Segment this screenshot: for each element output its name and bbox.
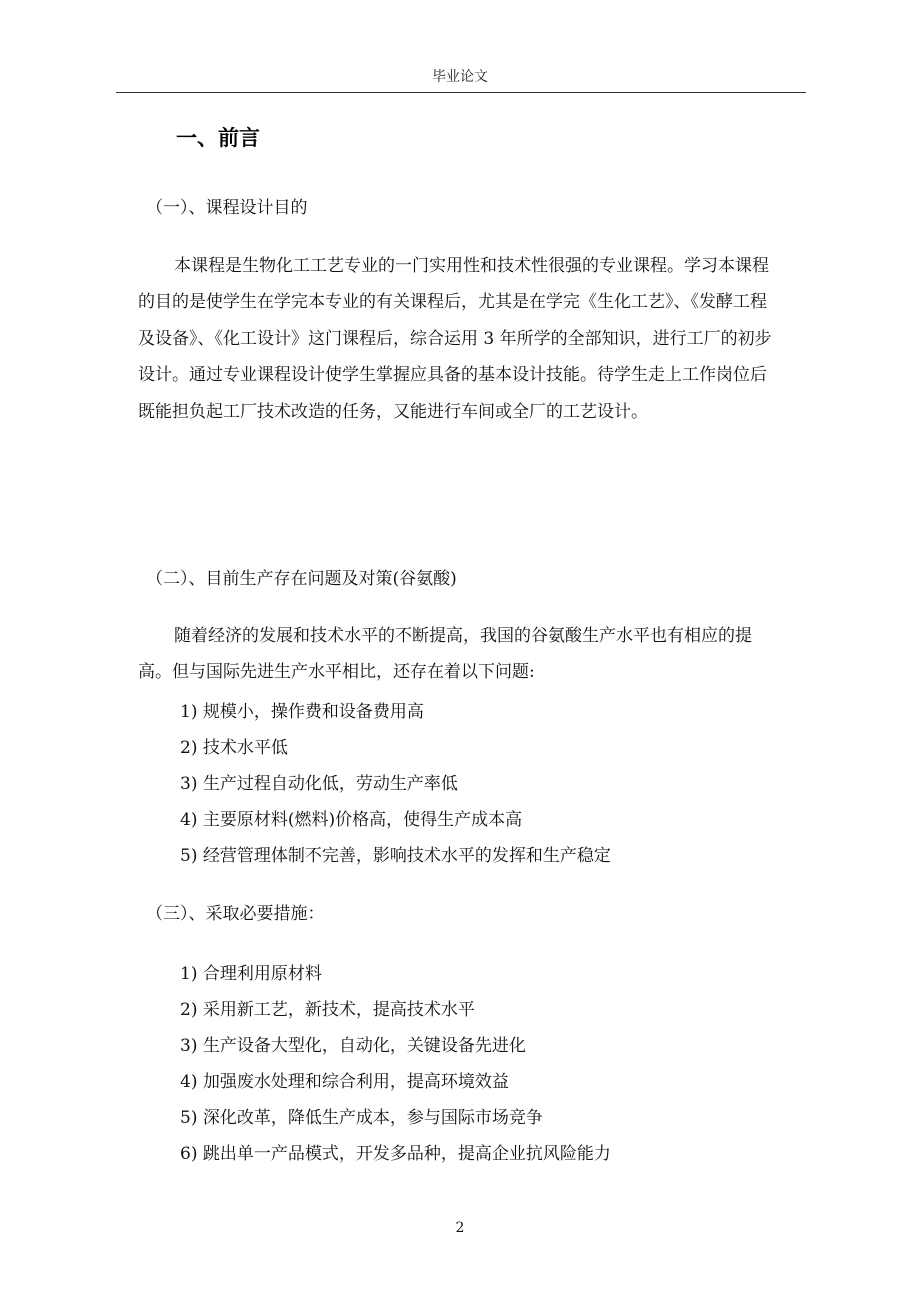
section-2-title: （二）、目前生产存在问题及对策(谷氨酸) bbox=[146, 569, 457, 589]
list-item: 4) 加强废水处理和综合利用，提高环境效益 bbox=[180, 1072, 509, 1092]
measure-list bbox=[180, 956, 611, 1172]
running-header: 毕业论文 bbox=[432, 69, 488, 85]
section-2-paragraph: 随着经济的发展和技术水平的不断提高，我国的谷氨酸生产水平也有相应的提高。但与国际先进生产水平相比，还存在着以下问题: bbox=[138, 626, 752, 683]
list-item: 4) 主要原材料(燃料)价格高，使得生产成本高 bbox=[180, 810, 523, 830]
list-item: 6) 跳出单一产品模式，开发多品种，提高企业抗风险能力 bbox=[180, 1144, 611, 1164]
list-item: 5) 经营管理体制不完善，影响技术水平的发挥和生产稳定 bbox=[180, 846, 611, 866]
chapter-heading: 一、前言 bbox=[176, 126, 260, 150]
list-item: 3) 生产过程自动化低，劳动生产率低 bbox=[180, 774, 458, 794]
header-divider bbox=[116, 92, 806, 93]
problem-list bbox=[180, 694, 611, 874]
section-3-title: （三）、采取必要措施： bbox=[146, 904, 325, 924]
list-item: 2) 采用新工艺，新技术，提高技术水平 bbox=[180, 1000, 475, 1020]
list-item: 3) 生产设备大型化，自动化，关键设备先进化 bbox=[180, 1036, 526, 1056]
section-1-title: （一）、课程设计目的 bbox=[146, 198, 308, 218]
page-number: 2 bbox=[455, 1220, 465, 1236]
section-1-paragraph: 本课程是生物化工工艺专业的一门实用性和技术性很强的专业课程。学习本课程的目的是使学生在学完本专业的有关课程后，尤其是在学完《生化工艺》、《发酵工程及设备》、《化工设计》这门课程后，综合运用 3 年所学的全部知识，进行工厂的初步设计。通过专业课程设计使学生掌握应具备的基本设计技能。待学生走上工作岗位后既能担负起工厂技术改造的任务，又能进行车间或全厂的工艺设计。 bbox=[138, 256, 772, 422]
list-item: 2) 技术水平低 bbox=[180, 738, 288, 758]
list-item: 5) 深化改革，降低生产成本，参与国际市场竞争 bbox=[180, 1108, 543, 1128]
list-item: 1) 规模小，操作费和设备费用高 bbox=[180, 702, 424, 722]
list-item: 1) 合理利用原材料 bbox=[180, 964, 322, 984]
